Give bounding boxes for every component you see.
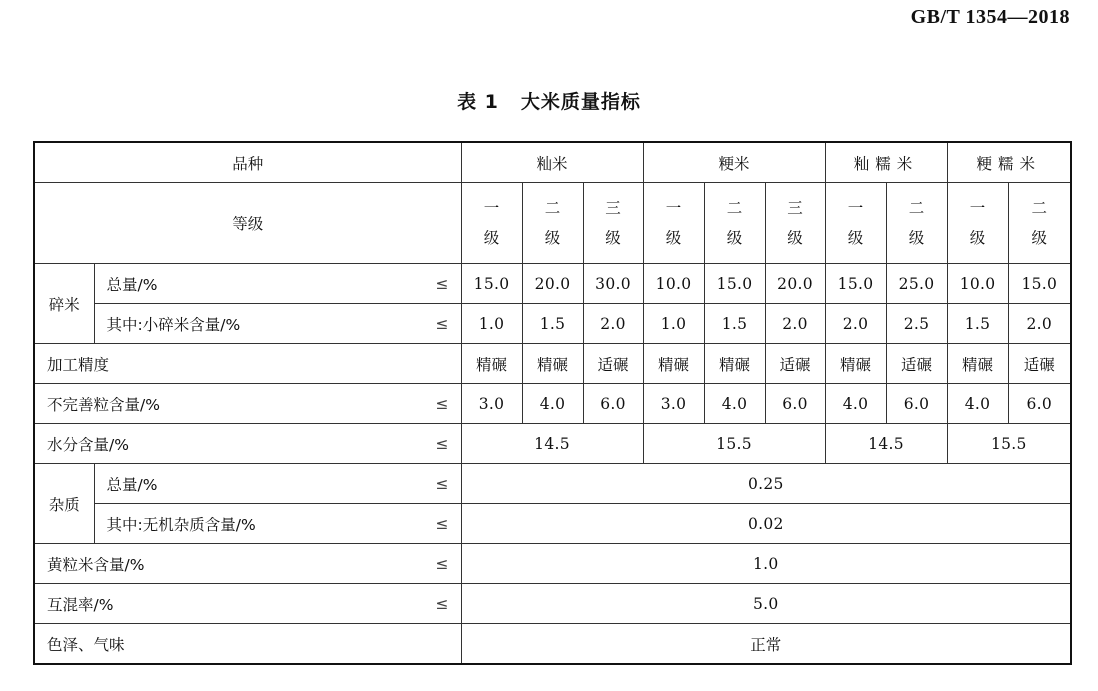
table-number: 表 1 <box>457 91 499 113</box>
value-cell: 精碾 <box>947 344 1008 384</box>
header-variety-row <box>34 142 1071 183</box>
value-cell: 1.5 <box>704 304 765 344</box>
grade-cell: 一 级 <box>461 183 522 264</box>
value-cell: 1.0 <box>461 304 522 344</box>
table-title <box>0 87 1098 114</box>
value-cell: 30.0 <box>583 264 643 304</box>
value-cell: 6.0 <box>1008 384 1071 424</box>
value-cell: 6.0 <box>886 384 947 424</box>
value-cell: 10.0 <box>947 264 1008 304</box>
grade-cell: 二 级 <box>522 183 583 264</box>
le-symbol: ≤ <box>399 384 461 424</box>
value-cell: 10.0 <box>643 264 704 304</box>
table-title-text: 大米质量指标 <box>520 91 641 113</box>
le-symbol: ≤ <box>399 264 461 304</box>
value-cell: 3.0 <box>461 384 522 424</box>
value-cell: 适碾 <box>886 344 947 384</box>
yellow-label: 黄粒米含量/% <box>34 544 399 584</box>
row-imperfect <box>34 384 1071 424</box>
grade-cell: 三 级 <box>583 183 643 264</box>
variety-indica-glutinous: 籼糯米 <box>825 142 947 183</box>
broken-rice-label: 碎米 <box>34 264 94 344</box>
standard-number: GB/T 1354—2018 <box>910 6 1070 28</box>
broken-total-label: 总量/% <box>94 264 399 304</box>
grade-cell: 二 级 <box>886 183 947 264</box>
impurity-label: 杂质 <box>34 464 94 544</box>
value-cell: 精碾 <box>522 344 583 384</box>
value-cell: 2.5 <box>886 304 947 344</box>
value-cell: 1.0 <box>461 544 1071 584</box>
grade-label: 等级 <box>34 183 461 264</box>
value-cell: 1.0 <box>643 304 704 344</box>
variety-japonica: 粳米 <box>643 142 825 183</box>
grade-cell: 一 级 <box>643 183 704 264</box>
grade-cell: 一 级 <box>825 183 886 264</box>
grade-cell: 二 级 <box>704 183 765 264</box>
value-cell: 1.5 <box>522 304 583 344</box>
value-cell: 精碾 <box>704 344 765 384</box>
value-cell: 14.5 <box>461 424 643 464</box>
value-cell: 6.0 <box>765 384 825 424</box>
value-cell: 15.0 <box>825 264 886 304</box>
row-broken-small <box>34 304 1071 344</box>
value-cell: 4.0 <box>825 384 886 424</box>
grade-cell: 二 级 <box>1008 183 1071 264</box>
rice-quality-table <box>33 141 1072 665</box>
impurity-inorganic-label: 其中:无机杂质含量/% <box>94 504 399 544</box>
variety-label: 品种 <box>34 142 461 183</box>
value-cell: 精碾 <box>461 344 522 384</box>
grade-cell: 一 级 <box>947 183 1008 264</box>
value-cell: 0.02 <box>461 504 1071 544</box>
value-cell: 适碾 <box>1008 344 1071 384</box>
le-symbol: ≤ <box>399 504 461 544</box>
value-cell: 4.0 <box>947 384 1008 424</box>
value-cell: 适碾 <box>765 344 825 384</box>
row-broken-total <box>34 264 1071 304</box>
value-cell: 2.0 <box>825 304 886 344</box>
value-cell: 25.0 <box>886 264 947 304</box>
broken-small-label: 其中:小碎米含量/% <box>94 304 399 344</box>
value-cell: 6.0 <box>583 384 643 424</box>
le-symbol: ≤ <box>399 424 461 464</box>
le-symbol: ≤ <box>399 584 461 624</box>
row-milling <box>34 344 1071 384</box>
row-impurity-total <box>34 464 1071 504</box>
le-symbol: ≤ <box>399 304 461 344</box>
variety-indica: 籼米 <box>461 142 643 183</box>
value-cell: 0.25 <box>461 464 1071 504</box>
moisture-label: 水分含量/% <box>34 424 399 464</box>
le-symbol: ≤ <box>399 464 461 504</box>
value-cell: 20.0 <box>522 264 583 304</box>
value-cell: 15.0 <box>461 264 522 304</box>
milling-label: 加工精度 <box>34 344 461 384</box>
value-cell: 4.0 <box>704 384 765 424</box>
value-cell: 正常 <box>461 624 1071 665</box>
header-grade-row <box>34 183 1071 264</box>
value-cell: 精碾 <box>825 344 886 384</box>
le-symbol: ≤ <box>399 544 461 584</box>
value-cell: 1.5 <box>947 304 1008 344</box>
row-mixing <box>34 584 1071 624</box>
impurity-total-label: 总量/% <box>94 464 399 504</box>
value-cell: 20.0 <box>765 264 825 304</box>
value-cell: 5.0 <box>461 584 1071 624</box>
value-cell: 15.5 <box>643 424 825 464</box>
value-cell: 2.0 <box>583 304 643 344</box>
value-cell: 4.0 <box>522 384 583 424</box>
row-impurity-inorganic <box>34 504 1071 544</box>
value-cell: 精碾 <box>643 344 704 384</box>
value-cell: 14.5 <box>825 424 947 464</box>
variety-japonica-glutinous: 粳糯米 <box>947 142 1071 183</box>
imperfect-label: 不完善粒含量/% <box>34 384 399 424</box>
value-cell: 适碾 <box>583 344 643 384</box>
value-cell: 2.0 <box>765 304 825 344</box>
row-color-odor <box>34 624 1071 665</box>
grade-cell: 三 级 <box>765 183 825 264</box>
value-cell: 2.0 <box>1008 304 1071 344</box>
mixing-label: 互混率/% <box>34 584 399 624</box>
value-cell: 15.0 <box>1008 264 1071 304</box>
row-yellow <box>34 544 1071 584</box>
value-cell: 3.0 <box>643 384 704 424</box>
value-cell: 15.0 <box>704 264 765 304</box>
row-moisture <box>34 424 1071 464</box>
color-odor-label: 色泽、气味 <box>34 624 461 665</box>
value-cell: 15.5 <box>947 424 1071 464</box>
